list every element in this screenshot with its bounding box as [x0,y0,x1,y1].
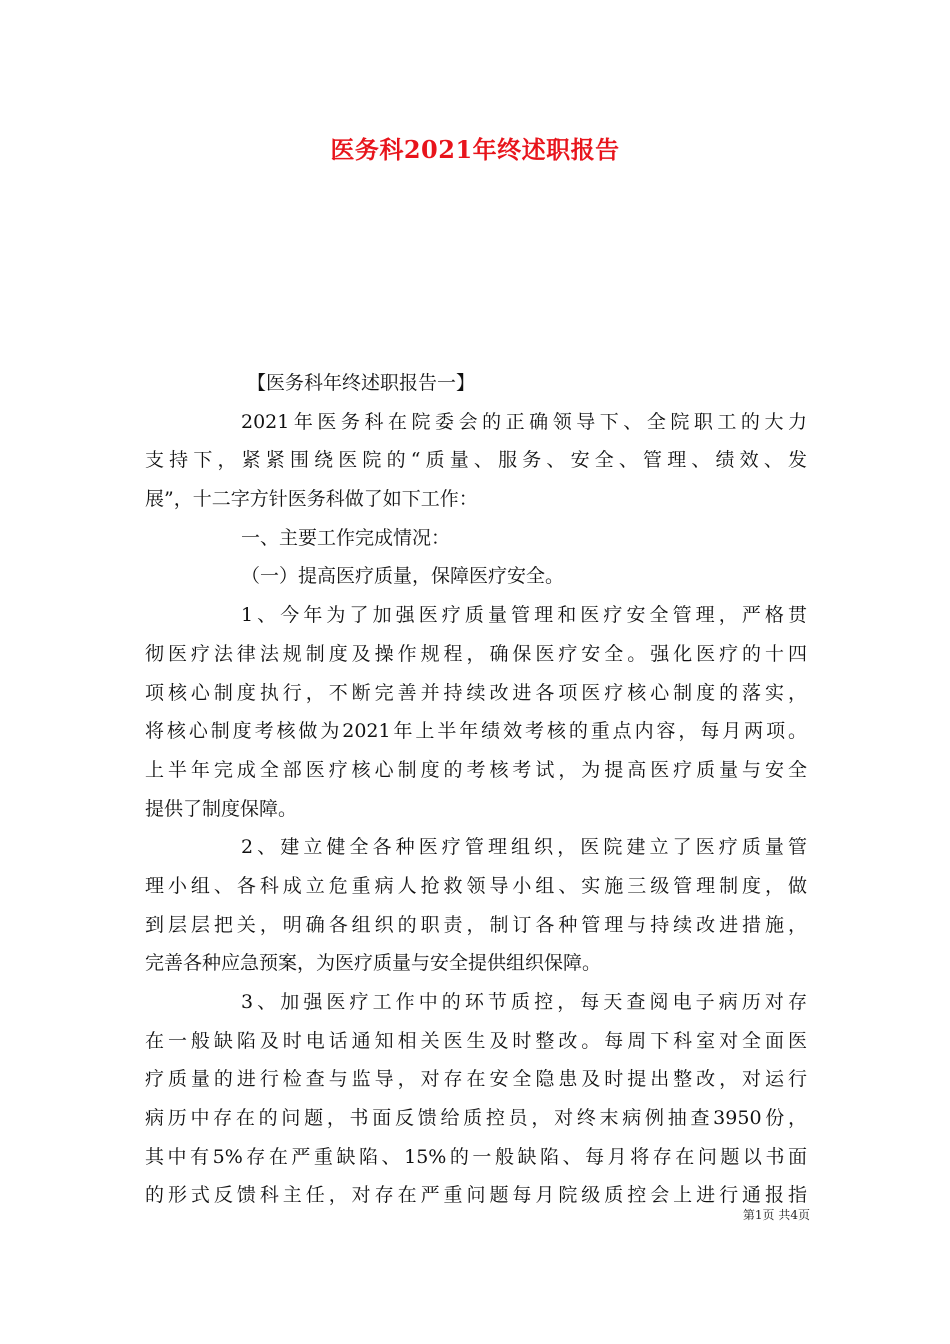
paragraph-line: 项核心制度执行，不断完善并持续改进各项医疗核心制度的落实， [145,681,807,704]
paragraph-line: 2、建立健全各种医疗管理组织，医院建立了医疗质量管 [241,836,807,859]
page-number: 第1页 共4页 [742,1208,810,1222]
paragraph-line: 1、今年为了加强医疗质量管理和医疗安全管理，严格贯 [241,604,807,627]
subheading: （一）提高医疗质量，保障医疗安全。 [241,565,565,588]
paragraph-line: 彻医疗法律法规制度及操作规程，确保医疗安全。强化医疗的十四 [145,642,807,665]
paragraph-line: 在一般缺陷及时电话通知相关医生及时整改。每周下科室对全面医 [145,1029,807,1052]
paragraph-line: 将核心制度考核做为2021年上半年绩效考核的重点内容，每月两项。 [145,720,807,743]
paragraph-line: 3、加强医疗工作中的环节质控，每天查阅电子病历对存 [241,991,807,1013]
paragraph-line: 提供了制度保障。 [145,797,298,820]
paragraph-line: 理小组、各科成立危重病人抢救领导小组、实施三级管理制度，做 [145,874,807,897]
paragraph-line: 完善各种应急预案，为医疗质量与安全提供组织保障。 [145,952,602,975]
document-title: 医务科2021年终述职报告 [330,135,620,164]
paragraph-line: 疗质量的进行检查与监导，对存在安全隐患及时提出整改，对运行 [145,1068,807,1091]
paragraph-line: 展”，十二字方针医务科做了如下工作： [145,488,478,511]
paragraph-line: 支持下，紧紧围绕医院的“质量、服务、安全、管理、绩效、发 [145,449,807,472]
section-heading: 【医务科年终述职报告一】 [247,372,476,394]
paragraph-line: 上半年完成全部医疗核心制度的考核考试，为提高医疗质量与安全 [145,758,807,781]
paragraph-line: 病历中存在的问题，书面反馈给质控员，对终末病例抽查3950份， [145,1107,807,1130]
document-body [145,364,807,1215]
paragraph-line: 其中有5%存在严重缺陷、15%的一般缺陷、每月将存在问题以书面 [145,1145,807,1168]
paragraph-line: 2021年医务科在院委会的正确领导下、全院职工的大力 [241,410,807,433]
subheading: 一、主要工作完成情况： [241,526,451,549]
paragraph-line: 的形式反馈科主任，对存在严重问题每月院级质控会上进行通报指 [145,1184,807,1207]
paragraph-line: 到层层把关，明确各组织的职责，制订各种管理与持续改进措施， [145,913,807,936]
